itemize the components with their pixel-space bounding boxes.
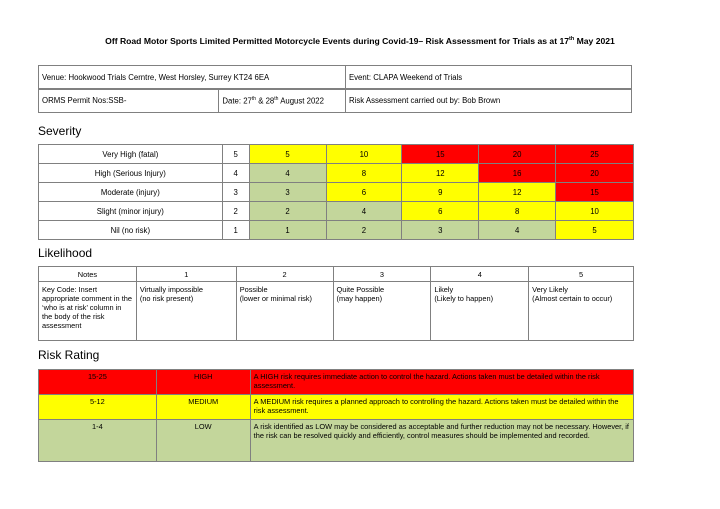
severity-score-cell: 20 (556, 164, 634, 183)
risk-description: A risk identified as LOW may be considered as acceptable and further reduction may not be necessary. However, if the risk can be resolved quickly and efficiently, control measures should be implemented and recorded. (250, 420, 633, 462)
risk-rating-row (39, 420, 634, 462)
likelihood-header: 5 (529, 267, 634, 282)
likelihood-cell: Quite Possible (may happen) (333, 282, 431, 341)
severity-label: Moderate (injury) (39, 183, 223, 202)
likelihood-header: 1 (136, 267, 236, 282)
severity-label: High (Serious Injury) (39, 164, 223, 183)
risk-range: 1-4 (39, 420, 157, 462)
severity-score-cell: 6 (402, 202, 479, 221)
event-info-table-row2 (38, 88, 632, 113)
severity-score-cell: 8 (326, 164, 402, 183)
likelihood-cell: Virtually impossible (no risk present) (136, 282, 236, 341)
severity-score-cell: 6 (326, 183, 402, 202)
severity-score-cell: 25 (556, 145, 634, 164)
likelihood-header: Notes (39, 267, 137, 282)
likelihood-header: 2 (236, 267, 333, 282)
likelihood-cell: Likely (Likely to happen) (431, 282, 529, 341)
severity-score-cell: 10 (326, 145, 402, 164)
date-cell: Date: 27th & 28th August 2022 (219, 89, 346, 113)
severity-row (39, 183, 634, 202)
severity-score-cell: 3 (249, 183, 326, 202)
risk-range: 5-12 (39, 395, 157, 420)
severity-score-cell: 4 (479, 221, 556, 240)
severity-matrix (38, 144, 634, 240)
likelihood-notes: Key Code: Insert appropriate comment in the ‘who is at risk’ column in the body of the risk assessment (39, 282, 137, 341)
severity-level: 3 (222, 183, 249, 202)
risk-description: A HIGH risk requires immediate action to control the hazard. Actions taken must be detailed within the risk assessment. (250, 370, 633, 395)
assessor-cell: Risk Assessment carried out by: Bob Brown (346, 89, 632, 113)
severity-score-cell: 15 (556, 183, 634, 202)
risk-level: LOW (156, 420, 250, 462)
risk-range: 15-25 (39, 370, 157, 395)
severity-score-cell: 2 (249, 202, 326, 221)
severity-score-cell: 8 (479, 202, 556, 221)
likelihood-heading: Likelihood (38, 246, 93, 260)
severity-score-cell: 2 (326, 221, 402, 240)
severity-level: 4 (222, 164, 249, 183)
severity-level: 1 (222, 221, 249, 240)
severity-score-cell: 3 (402, 221, 479, 240)
likelihood-cell: Possible (lower or minimal risk) (236, 282, 333, 341)
severity-row (39, 164, 634, 183)
risk-description: A MEDIUM risk requires a planned approach to controlling the hazard. Actions taken must be detailed within the risk assessment. (250, 395, 633, 420)
likelihood-header: 4 (431, 267, 529, 282)
severity-level: 5 (222, 145, 249, 164)
severity-row (39, 221, 634, 240)
event-cell: Event: CLAPA Weekend of Trials (345, 66, 631, 90)
risk-rating-heading: Risk Rating (38, 348, 100, 362)
severity-score-cell: 20 (479, 145, 556, 164)
document-title: Off Road Motor Sports Limited Permitted Motorcycle Events during Covid-19– Risk Assessment for Trials as at 17th May 2021 (105, 36, 615, 46)
likelihood-header: 3 (333, 267, 431, 282)
risk-rating-table (38, 369, 634, 462)
risk-level: MEDIUM (156, 395, 250, 420)
severity-score-cell: 4 (249, 164, 326, 183)
severity-score-cell: 15 (402, 145, 479, 164)
event-info-table (38, 65, 632, 90)
severity-label: Very High (fatal) (39, 145, 223, 164)
severity-score-cell: 9 (402, 183, 479, 202)
severity-heading: Severity (38, 124, 82, 138)
severity-score-cell: 4 (326, 202, 402, 221)
risk-rating-row (39, 370, 634, 395)
severity-score-cell: 5 (249, 145, 326, 164)
venue-cell: Venue: Hookwood Trials Cerntre, West Horsley, Surrey KT24 6EA (39, 66, 346, 90)
severity-row (39, 202, 634, 221)
risk-rating-row (39, 395, 634, 420)
severity-label: Slight (minor injury) (39, 202, 223, 221)
severity-score-cell: 16 (479, 164, 556, 183)
severity-score-cell: 1 (249, 221, 326, 240)
severity-score-cell: 12 (402, 164, 479, 183)
severity-row (39, 145, 634, 164)
severity-label: Nil (no risk) (39, 221, 223, 240)
likelihood-table (38, 266, 634, 341)
severity-score-cell: 12 (479, 183, 556, 202)
permit-cell: ORMS Permit Nos:SSB- (39, 89, 219, 113)
severity-score-cell: 5 (556, 221, 634, 240)
risk-level: HIGH (156, 370, 250, 395)
severity-score-cell: 10 (556, 202, 634, 221)
severity-level: 2 (222, 202, 249, 221)
likelihood-cell: Very Likely (Almost certain to occur) (529, 282, 634, 341)
